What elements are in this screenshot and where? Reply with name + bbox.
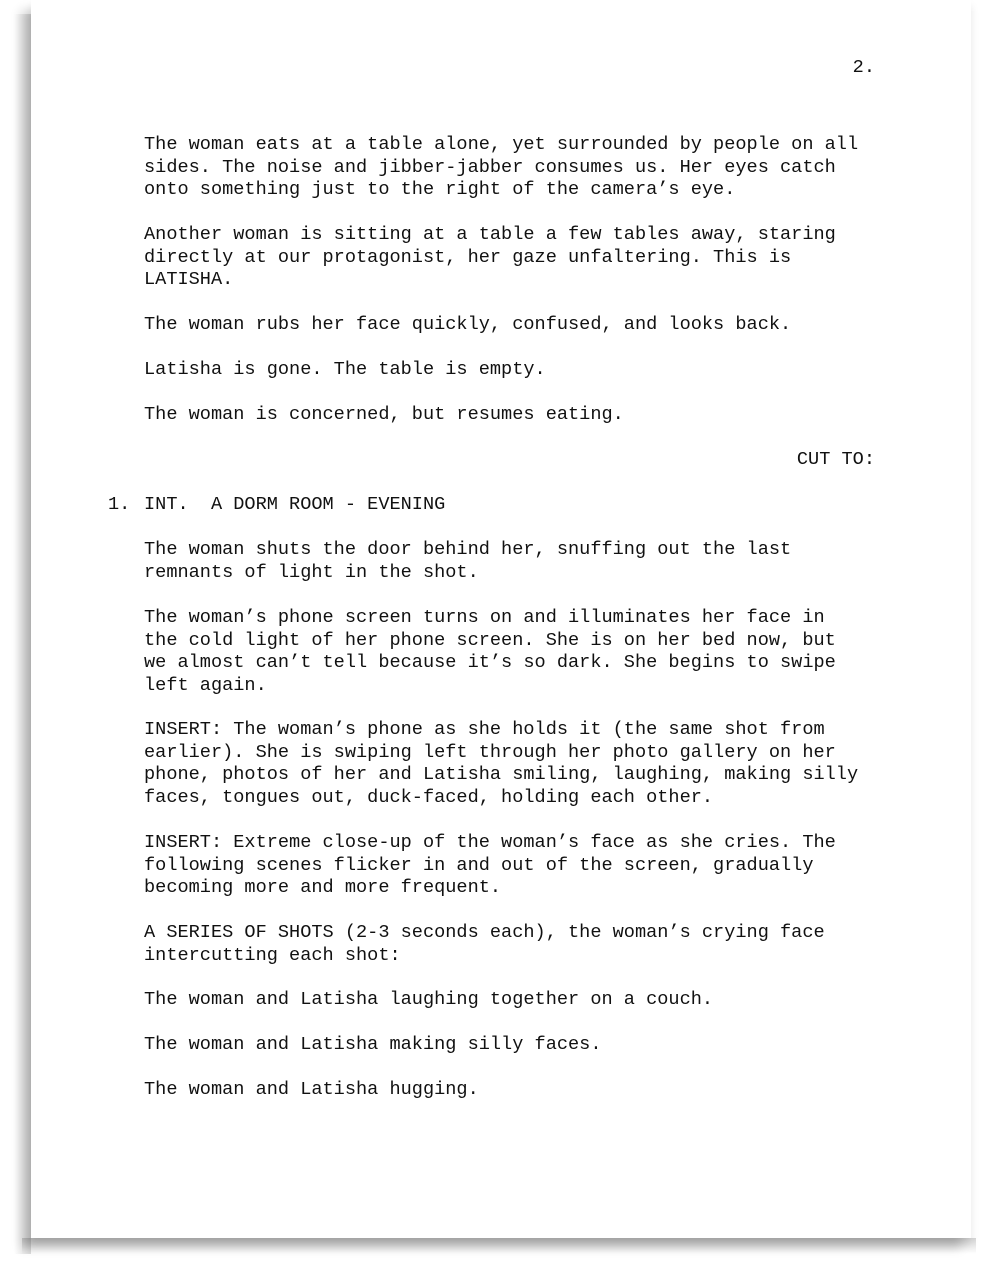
action-paragraph-11: The woman and Latisha laughing together on a couch.: [144, 989, 714, 1010]
action-paragraph-9: INSERT: Extreme close-up of the woman’s face as she cries. The following scenes flicker in and out of the screen, gradually becoming more and more frequent.: [144, 832, 836, 899]
scene-heading: INT. A DORM ROOM - EVENING: [144, 494, 446, 515]
screenplay-page: [31, 0, 971, 1238]
action-paragraph-3: The woman rubs her face quickly, confused, and looks back.: [144, 314, 792, 335]
action-paragraph-7: The woman’s phone screen turns on and illuminates her face in the cold light of her phone screen. She is on her bed now, but we almost can’t tell because it’s so dark. She begins to swipe left again.: [144, 607, 836, 696]
action-paragraph-8: INSERT: The woman’s phone as she holds it (the same shot from earlier). She is swiping left through her photo gallery on her phone, photos of her and Latisha smiling, laughing, making silly faces, tongues out, duck-faced, holding each other.: [144, 719, 859, 808]
action-paragraph-1: The woman eats at a table alone, yet surrounded by people on all sides. The noise and jibber-jabber consumes us. Her eyes catch onto something just to the right of the camera’s eye.: [144, 134, 859, 201]
action-paragraph-12: The woman and Latisha making silly faces.: [144, 1034, 602, 1055]
page-shadow-left: [14, 14, 31, 1254]
scene-number: 1.: [108, 494, 131, 515]
action-paragraph-13: The woman and Latisha hugging.: [144, 1079, 479, 1100]
transition-cut-to: CUT TO:: [796, 449, 875, 470]
action-paragraph-2: Another woman is sitting at a table a few tables away, staring directly at our protagonist, her gaze unfaltering. This is LATISHA.: [144, 224, 836, 291]
action-paragraph-5: The woman is concerned, but resumes eating.: [144, 404, 624, 425]
page-number: 2.: [852, 57, 875, 78]
page-shadow-bottom: [22, 1238, 976, 1254]
action-paragraph-10: A SERIES OF SHOTS (2-3 seconds each), the woman’s crying face intercutting each shot:: [144, 922, 825, 966]
action-paragraph-6: The woman shuts the door behind her, snuffing out the last remnants of light in the shot.: [144, 539, 792, 583]
action-paragraph-4: Latisha is gone. The table is empty.: [144, 359, 546, 380]
